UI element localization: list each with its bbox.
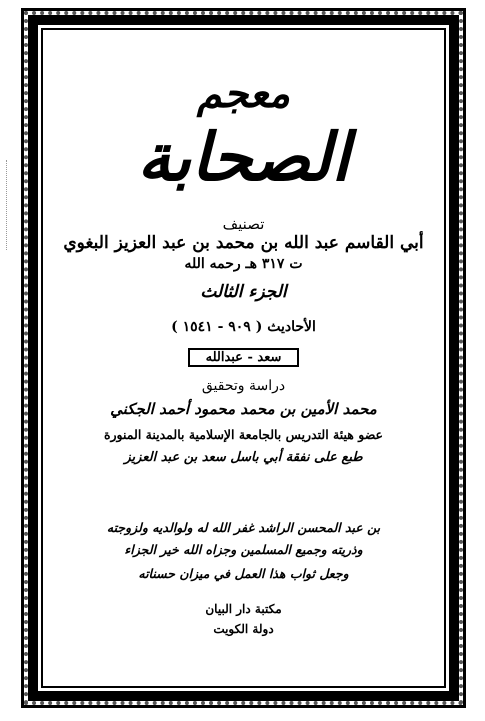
title-page-content [45, 32, 442, 684]
dedication-line2: وذريته وجميع المسلمين وجزاه الله خير الجزاء [124, 542, 363, 557]
hadith-range: الأحاديث ( ٩٠٩ - ١٥٤١ ) [171, 319, 316, 335]
names-range: سعد - عبدالله [188, 348, 300, 367]
printed-by: طبع على نفقة أبي باسل سعد بن عبد العزيز [124, 450, 363, 465]
author-death-date: ت ٣١٧ هـ رحمه الله [184, 256, 303, 272]
dedication-line1: بن عبد المحسن الراشد غفر الله له ولوالديه ولزوجته [106, 520, 381, 535]
study-label: دراسة وتحقيق [201, 378, 286, 394]
dedication-line3: وجعل ثواب هذا العمل في ميزان حسناته [138, 566, 349, 581]
author-label: تصنيف [222, 215, 265, 233]
scan-artifact [6, 160, 13, 250]
book-title-line1: معجم [196, 70, 291, 117]
author-name: أبي القاسم عبد الله بن محمد بن عبد العزيز البغوي [63, 233, 424, 253]
editor-name: محمد الأمين بن محمد محمود أحمد الجكني [110, 400, 377, 418]
editor-affiliation: عضو هيئة التدريس بالجامعة الإسلامية بالمدينة المنورة [103, 427, 384, 442]
names-range-box [45, 348, 442, 367]
volume-label: الجزء الثالث [200, 282, 287, 302]
publisher-country: دولة الكويت [213, 622, 274, 636]
book-title-line2: الصحابة [137, 118, 350, 196]
publisher-name: مكتبة دار البيان [205, 602, 282, 616]
